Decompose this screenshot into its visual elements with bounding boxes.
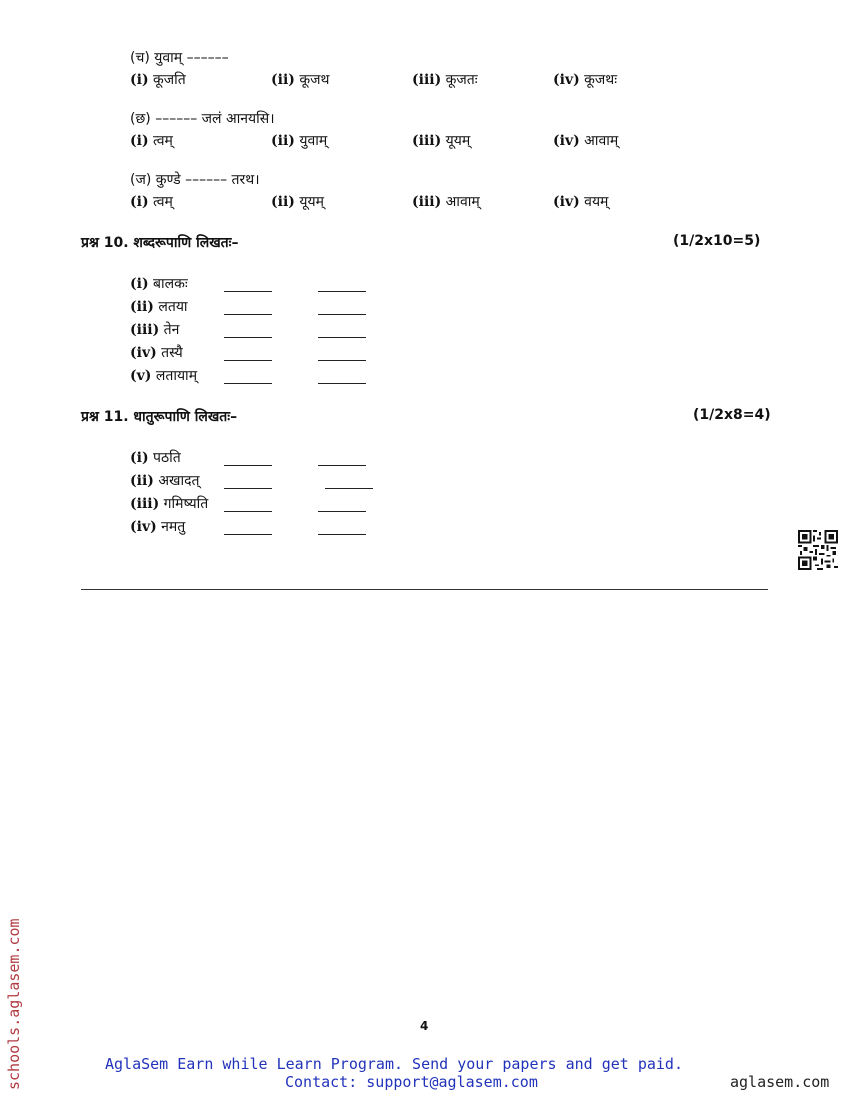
answer-blank xyxy=(318,457,366,473)
question-ja-stem: (ज) कुण्डे –––––– तरथ। xyxy=(130,172,260,188)
answer-blank xyxy=(318,329,366,345)
q10-item: (ii) लतया xyxy=(130,299,188,315)
q10-item: (iv) तस्यै xyxy=(130,345,183,361)
answer-blank xyxy=(224,306,272,322)
option: (iv) कूजथः xyxy=(553,72,618,88)
option: (ii) कूजथ xyxy=(271,72,330,88)
q11-item: (iii) गमिष्यति xyxy=(130,496,209,512)
qr-code-icon xyxy=(798,530,838,570)
answer-blank xyxy=(318,352,366,368)
answer-blank xyxy=(224,375,272,391)
answer-blank xyxy=(318,503,366,519)
q11-title: प्रश्न 11. धातुरूपाणि लिखतः– xyxy=(81,409,238,425)
option: (iv) वयम् xyxy=(553,194,609,210)
option: (iii) यूयम् xyxy=(412,133,471,149)
footer-promo-text: AglaSem Earn while Learn Program. Send your papers and get paid. xyxy=(105,1055,683,1073)
answer-blank xyxy=(224,329,272,345)
answer-blank xyxy=(224,526,272,542)
question-chha-stem: (छ) –––––– जलं आनयसि। xyxy=(130,111,275,127)
answer-blank xyxy=(318,283,366,299)
q11-marks: (1/2x8=4) xyxy=(693,407,771,423)
answer-blank xyxy=(318,375,366,391)
option: (i) कूजति xyxy=(130,72,186,88)
answer-blank xyxy=(224,352,272,368)
q10-item: (v) लतायाम् xyxy=(130,368,198,384)
q11-item: (ii) अखादत् xyxy=(130,473,200,489)
answer-blank xyxy=(318,526,366,542)
option: (iii) कूजतः xyxy=(412,72,478,88)
question-cha-stem: (च) युवाम् –––––– xyxy=(130,50,229,66)
answer-blank xyxy=(325,480,373,496)
answer-blank xyxy=(224,457,272,473)
side-watermark: schools.aglasem.com xyxy=(5,918,23,1090)
option: (ii) यूयम् xyxy=(271,194,324,210)
q10-item: (i) बालकः xyxy=(130,276,188,292)
answer-blank xyxy=(318,306,366,322)
footer-site-link[interactable]: aglasem.com xyxy=(730,1073,830,1091)
option: (i) त्वम् xyxy=(130,133,173,149)
q10-marks: (1/2x10=5) xyxy=(673,233,761,249)
option: (iv) आवाम् xyxy=(553,133,619,149)
q10-item: (iii) तेन xyxy=(130,322,180,338)
footer-contact-text: Contact: support@aglasem.com xyxy=(285,1073,538,1091)
q11-item: (i) पठति xyxy=(130,450,181,466)
q10-title: प्रश्न 10. शब्दरूपाणि लिखतः– xyxy=(81,235,239,251)
option: (i) त्वम् xyxy=(130,194,173,210)
answer-blank xyxy=(224,503,272,519)
option: (ii) युवाम् xyxy=(271,133,328,149)
answer-blank xyxy=(224,480,272,496)
answer-blank xyxy=(224,283,272,299)
option: (iii) आवाम् xyxy=(412,194,480,210)
q11-item: (iv) नमतु xyxy=(130,519,186,535)
horizontal-divider xyxy=(81,589,768,590)
page-number: 4 xyxy=(420,1019,429,1033)
